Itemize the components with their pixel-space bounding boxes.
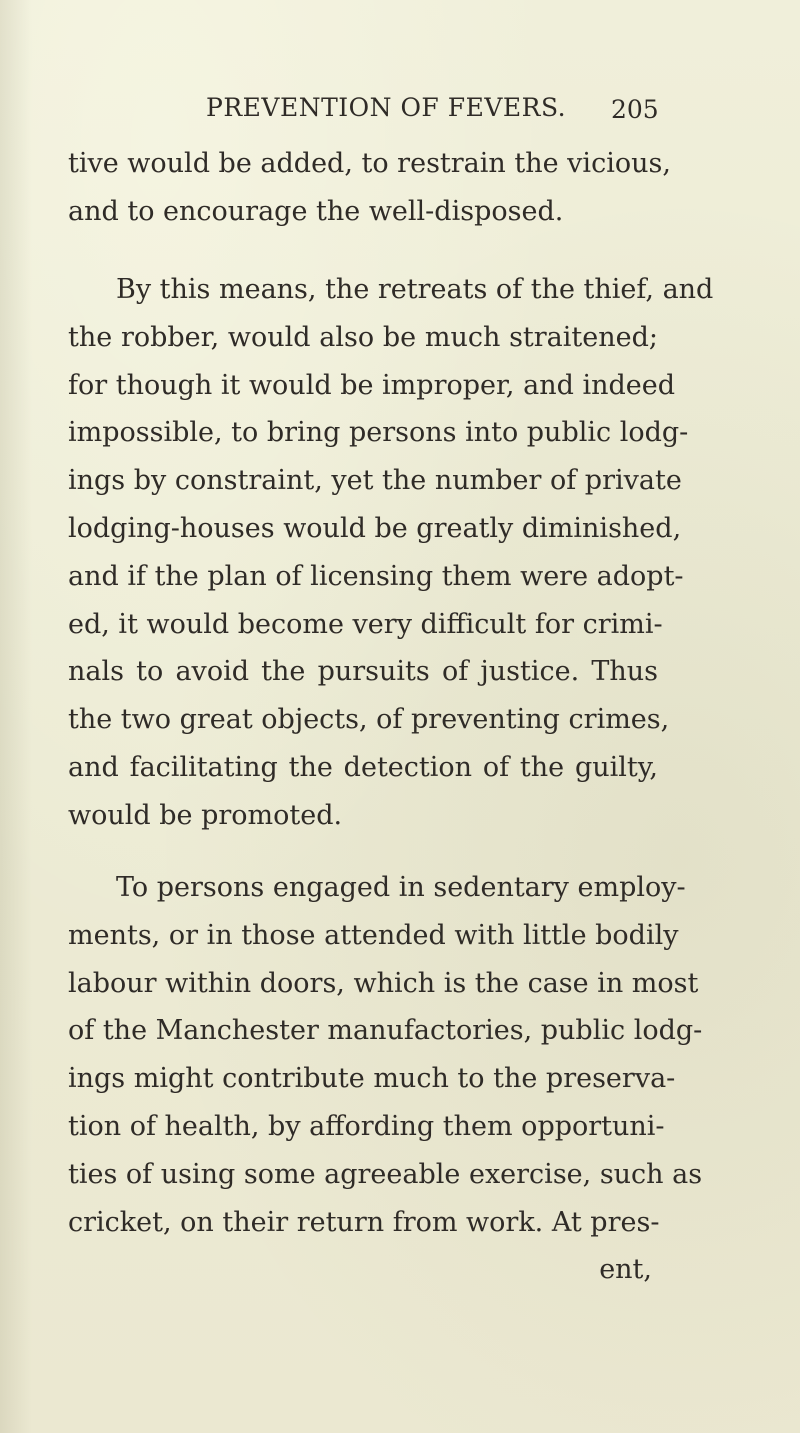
text-line: ties of using some agreeable exercise, such as xyxy=(68,1158,703,1190)
page-edge-shadow xyxy=(0,0,32,1433)
text-line: ings by constraint, yet the number of private xyxy=(68,465,682,497)
text-line: the robber, would also be much straitened; xyxy=(68,321,658,353)
text-line: ments, or in those attended with little bodily xyxy=(68,919,679,951)
page-number: 205 xyxy=(611,95,659,124)
paragraph-1 xyxy=(68,140,671,236)
text-line: tion of health, by affording them opportuni- xyxy=(68,1110,665,1142)
text-line: ings might contribute much to the preserva- xyxy=(68,1063,676,1095)
text-line: ed, it would become very difficult for crimi- xyxy=(68,608,663,640)
text-line: lodging-houses would be greatly diminished, xyxy=(68,512,682,544)
paragraph-3 xyxy=(68,864,703,1246)
text-line: and facilitating the detection of the guilty, xyxy=(68,751,658,783)
text-line: and to encourage the well-disposed. xyxy=(68,195,564,227)
paragraph-2 xyxy=(68,266,714,840)
text-line: of the Manchester manufactories, public lodg- xyxy=(68,1015,703,1047)
text-line: By this means, the retreats of the thief, and xyxy=(116,274,714,305)
text-line: nals to avoid the pursuits of justice. Thus xyxy=(68,656,658,688)
catchword: ent, xyxy=(599,1254,652,1285)
text-line: To persons engaged in sedentary employ- xyxy=(116,872,686,903)
text-line: impossible, to bring persons into public lodg- xyxy=(68,417,689,449)
text-line: for though it would be improper, and indeed xyxy=(68,369,675,401)
text-line: cricket, on their return from work. At pres- xyxy=(68,1206,660,1238)
text-line: the two great objects, of preventing crimes, xyxy=(68,704,670,736)
text-line: tive would be added, to restrain the vicious, xyxy=(68,148,671,179)
running-header: PREVENTION OF FEVERS. xyxy=(206,93,567,122)
text-line: labour within doors, which is the case in most xyxy=(68,967,699,999)
catchword-block xyxy=(68,1246,658,1294)
text-line: and if the plan of licensing them were adopt- xyxy=(68,560,684,592)
text-line: would be promoted. xyxy=(68,799,343,831)
